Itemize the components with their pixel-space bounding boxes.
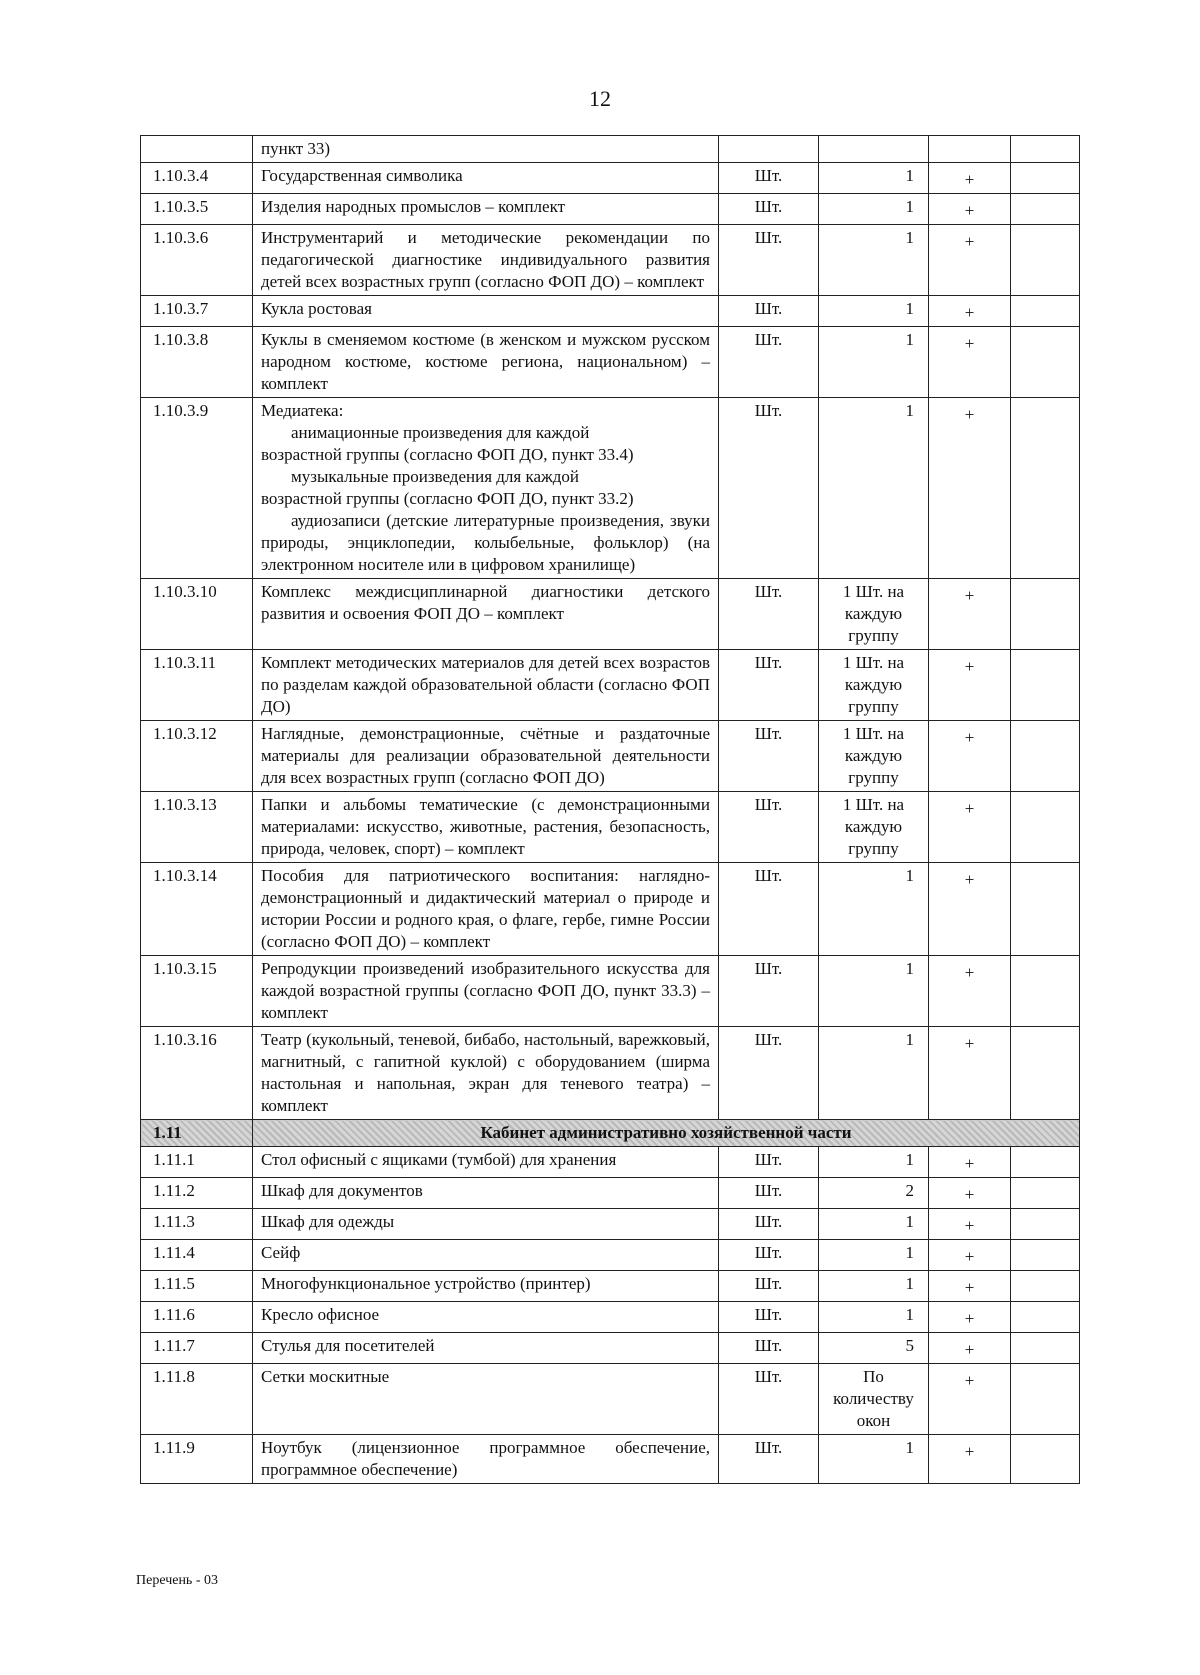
item-name: Инструментарий и методические рекомендации по педагогической диагностике индивидуального развития детей всех возрастных групп (согласно ФОП ДО) – комплект [253,225,719,296]
item-flag: + [929,1302,1011,1333]
item-unit: Шт. [719,225,819,296]
item-unit: Шт. [719,1271,819,1302]
item-flag: + [929,1333,1011,1364]
item-flag: + [929,1178,1011,1209]
item-number: 1.10.3.12 [141,721,253,792]
item-flag: + [929,1209,1011,1240]
item-name: Шкаф для документов [253,1178,719,1209]
item-name: Многофункциональное устройство (принтер) [253,1271,719,1302]
item-name: пункт 33) [253,136,719,163]
item-name: Сейф [253,1240,719,1271]
item-name: Куклы в сменяемом костюме (в женском и мужском русском народном костюме, костюме региона, национальном) – комплект [253,327,719,398]
item-flag: + [929,1364,1011,1435]
item-flag: + [929,1240,1011,1271]
table-row [141,721,1080,792]
item-number: 1.10.3.11 [141,650,253,721]
item-number: 1.11.6 [141,1302,253,1333]
item-number: 1.10.3.7 [141,296,253,327]
item-unit: Шт. [719,721,819,792]
table-row [141,1240,1080,1271]
item-flag: + [929,1027,1011,1120]
item-flag: + [929,956,1011,1027]
item-unit: Шт. [719,792,819,863]
item-number: 1.11.1 [141,1147,253,1178]
item-unit: Шт. [719,398,819,579]
item-name: Пособия для патриотического воспитания: наглядно-демонстрационный и дидактический материал о природе и истории России и родного края, о флаге, гербе, гимне России (согласно ФОП ДО) – комплект [253,863,719,956]
table-row [141,194,1080,225]
item-quantity: 1 [819,296,929,327]
item-name: Театр (кукольный, теневой, бибабо, настольный, варежковый, магнитный, с гапитной куклой) с оборудованием (ширма настольная и напольная, экран для теневого театра) – комплект [253,1027,719,1120]
item-unit: Шт. [719,579,819,650]
section-title: Кабинет административно хозяйственной части [253,1120,1080,1147]
item-flag: + [929,579,1011,650]
item-number: 1.11.5 [141,1271,253,1302]
item-quantity: По количеству окон [819,1364,929,1435]
item-number: 1.10.3.14 [141,863,253,956]
item-flag: + [929,1435,1011,1484]
item-name: Стулья для посетителей [253,1333,719,1364]
table-row [141,225,1080,296]
item-unit: Шт. [719,1333,819,1364]
item-unit: Шт. [719,296,819,327]
item-number: 1.10.3.10 [141,579,253,650]
item-name: Государственная символика [253,163,719,194]
item-quantity: 1 Шт. на каждую группу [819,792,929,863]
item-flag: + [929,792,1011,863]
item-number: 1.10.3.8 [141,327,253,398]
item-name: Изделия народных промыслов – комплект [253,194,719,225]
table-row [141,863,1080,956]
item-flag: + [929,327,1011,398]
item-flag: + [929,225,1011,296]
item-number: 1.10.3.4 [141,163,253,194]
table-row [141,650,1080,721]
item-quantity: 1 [819,1302,929,1333]
item-name: Папки и альбомы тематические (с демонстрационными материалами: искусство, животные, растения, безопасность, природа, человек, спорт) – комплект [253,792,719,863]
table-row [141,327,1080,398]
item-quantity: 2 [819,1178,929,1209]
item-quantity: 1 Шт. на каждую группу [819,721,929,792]
item-unit: Шт. [719,1209,819,1240]
item-flag: + [929,1271,1011,1302]
table-row [141,1147,1080,1178]
item-flag: + [929,863,1011,956]
item-quantity: 1 Шт. на каждую группу [819,650,929,721]
table-row [141,163,1080,194]
item-flag: + [929,398,1011,579]
item-unit: Шт. [719,1178,819,1209]
item-number: 1.10.3.6 [141,225,253,296]
item-number: 1.11.2 [141,1178,253,1209]
item-name: Кукла ростовая [253,296,719,327]
item-unit: Шт. [719,863,819,956]
table-row [141,296,1080,327]
item-unit: Шт. [719,1302,819,1333]
table-row [141,956,1080,1027]
item-flag: + [929,296,1011,327]
item-unit: Шт. [719,1364,819,1435]
item-number: 1.10.3.5 [141,194,253,225]
item-quantity: 1 [819,1435,929,1484]
item-name: Ноутбук (лицензионное программное обеспечение, программное обеспечение) [253,1435,719,1484]
item-flag: + [929,650,1011,721]
item-number: 1.11.7 [141,1333,253,1364]
table-row [141,792,1080,863]
item-quantity: 1 Шт. на каждую группу [819,579,929,650]
section-header-row [141,1120,1080,1147]
item-quantity: 1 [819,327,929,398]
table-row [141,136,1080,163]
item-number: 1.11.3 [141,1209,253,1240]
item-unit: Шт. [719,1027,819,1120]
section-number: 1.11 [141,1120,253,1147]
table-row [141,1302,1080,1333]
item-unit: Шт. [719,1147,819,1178]
item-quantity: 1 [819,1209,929,1240]
item-name: Стол офисный с ящиками (тумбой) для хранения [253,1147,719,1178]
table-row [141,1333,1080,1364]
equipment-table [140,135,1080,1484]
item-quantity: 1 [819,1147,929,1178]
item-number: 1.11.4 [141,1240,253,1271]
item-flag: + [929,194,1011,225]
item-quantity: 1 [819,225,929,296]
item-number: 1.11.9 [141,1435,253,1484]
item-quantity: 1 [819,194,929,225]
item-quantity: 1 [819,1027,929,1120]
item-quantity: 1 [819,1271,929,1302]
item-unit: Шт. [719,956,819,1027]
table-row [141,398,1080,579]
item-name: Медиатека: анимационные произведения для каждой возрастной группы (согласно ФОП ДО, пункт 33.4) музыкальные произведения для каждой возрастной группы (согласно ФОП ДО, пункт 33.2) аудиозаписи (детские литературные произведения, звуки природы, энциклопедии, колыбельные, фольклор) (на электронном носителе или в цифровом хранилище) [253,398,719,579]
item-flag: + [929,1147,1011,1178]
item-name: Комплекс междисциплинарной диагностики детского развития и освоения ФОП ДО – комплект [253,579,719,650]
table-row [141,1364,1080,1435]
item-number: 1.10.3.9 [141,398,253,579]
item-quantity: 1 [819,163,929,194]
item-name: Сетки москитные [253,1364,719,1435]
item-quantity: 1 [819,398,929,579]
item-flag: + [929,163,1011,194]
item-number: 1.10.3.16 [141,1027,253,1120]
item-unit: Шт. [719,1435,819,1484]
item-quantity: 1 [819,956,929,1027]
item-name: Репродукции произведений изобразительного искусства для каждой возрастной группы (согласно ФОП ДО, пункт 33.3) – комплект [253,956,719,1027]
item-unit: Шт. [719,327,819,398]
table-row [141,1178,1080,1209]
item-quantity: 1 [819,863,929,956]
page-number: 12 [589,86,611,111]
item-name: Кресло офисное [253,1302,719,1333]
item-number: 1.11.8 [141,1364,253,1435]
table-row [141,1209,1080,1240]
item-quantity: 5 [819,1333,929,1364]
table-row [141,1435,1080,1484]
item-name: Наглядные, демонстрационные, счётные и раздаточные материалы для реализации образовательной деятельности для всех возрастных групп (согласно ФОП ДО) [253,721,719,792]
item-unit: Шт. [719,650,819,721]
item-name: Комплект методических материалов для детей всех возрастов по разделам каждой образовательной области (согласно ФОП ДО) [253,650,719,721]
table-row [141,579,1080,650]
item-flag: + [929,721,1011,792]
item-unit: Шт. [719,1240,819,1271]
item-unit: Шт. [719,194,819,225]
footer-label: Перечень - 03 [136,1573,218,1588]
item-quantity: 1 [819,1240,929,1271]
table-row [141,1027,1080,1120]
item-number: 1.10.3.15 [141,956,253,1027]
table-row [141,1271,1080,1302]
item-unit: Шт. [719,163,819,194]
item-number: 1.10.3.13 [141,792,253,863]
item-name: Шкаф для одежды [253,1209,719,1240]
